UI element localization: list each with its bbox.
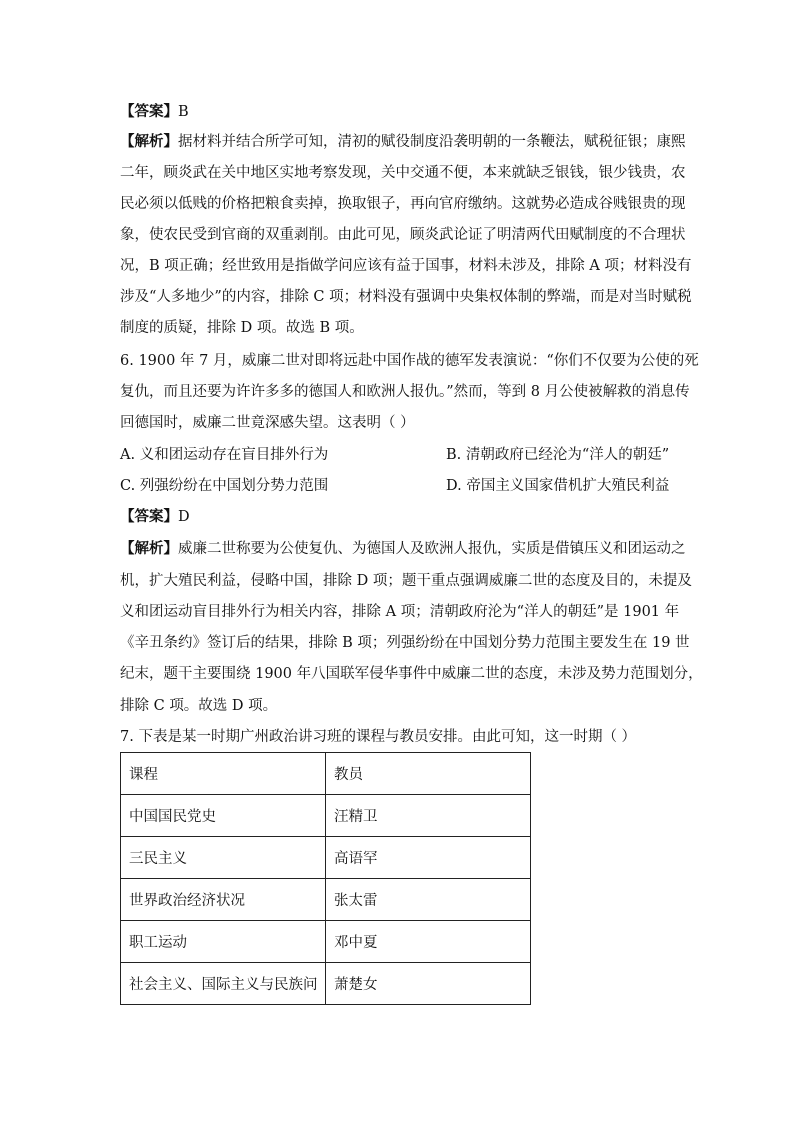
q6-option-c: C. 列强纷纷在中国划分势力范围 — [120, 478, 329, 494]
table-cell-teacher: 张太雷 — [326, 879, 531, 921]
table-cell-teacher: 汪精卫 — [326, 795, 531, 837]
q5-answer — [120, 102, 189, 122]
table-cell-course: 世界政治经济状况 — [121, 879, 326, 921]
table-cell-course: 三民主义 — [121, 837, 326, 879]
q6-option-a: A. 义和团运动存在盲目排外行为 — [120, 447, 329, 463]
course-teacher-table — [120, 752, 531, 1005]
table-row — [121, 837, 531, 879]
q5-analysis-line: 制度的质疑，排除 D 项。故选 B 项。 — [120, 320, 364, 336]
q6-analysis-line: 纪末，题干主要围绕 1900 年八国联军侵华事件中威廉二世的态度，未涉及势力范围划分， — [120, 666, 703, 682]
table-row — [121, 795, 531, 837]
table-cell-course: 中国国民党史 — [121, 795, 326, 837]
table-cell-course: 社会主义、国际主义与民族问 — [121, 963, 326, 1005]
q6-analysis-line: 机，扩大殖民利益，侵略中国，排除 D 项；题干重点强调威廉二世的态度及目的，未提及 — [120, 573, 692, 589]
q6-analysis-line: 义和团运动盲目排外行为相关内容，排除 A 项；清朝政府沦为“洋人的朝廷”是 1901 年 — [120, 604, 680, 620]
q5-analysis-line: 象，使农民受到官商的双重剥削。由此可见，顾炎武论证了明清两代田赋制度的不合理状 — [120, 227, 686, 243]
table-header-cell: 教员 — [326, 753, 531, 795]
table-header-row — [121, 753, 531, 795]
table-row — [121, 921, 531, 963]
q6-option-b: B. 清朝政府已经沦为“洋人的朝廷” — [446, 447, 670, 463]
q6-stem-line: 回德国时，威廉二世竟深感失望。这表明（ ） — [120, 415, 415, 431]
q6-option-d: D. 帝国主义国家借机扩大殖民利益 — [446, 478, 670, 494]
table-row — [121, 963, 531, 1005]
q5-analysis-line: 民必须以低贱的价格把粮食卖掉，换取银子，再向官府缴纳。这就势必造成谷贱银贵的现 — [120, 196, 686, 212]
q5-analysis-line: 二年，顾炎武在关中地区实地考察发现，关中交通不便，本来就缺乏银钱，银少钱贵，农 — [120, 165, 686, 181]
q5-analysis-line: 涉及“人多地少”的内容，排除 C 项；材料没有强调中央集权体制的弊端，而是对当时赋税 — [120, 289, 692, 305]
q6-stem-line: 6. 1900 年 7 月，威廉二世对即将远赴中国作战的德军发表演说：“你们不仅要为公使的死 — [120, 353, 699, 369]
q6-analysis-line: 排除 C 项。故选 D 项。 — [120, 698, 278, 714]
q6-analysis-line: 《辛丑条约》签订后的结果，排除 B 项；列强纷纷在中国划分势力范围主要发生在 19 世 — [120, 635, 690, 651]
q5-analysis-line: 况，B 项正确；经世致用是指做学问应该有益于国事，材料未涉及，排除 A 项；材料没有 — [120, 258, 692, 274]
answer-label: 【答案】 — [120, 508, 178, 525]
table-cell-teacher: 邓中夏 — [326, 921, 531, 963]
answer-value: B — [178, 104, 189, 120]
table-row — [121, 879, 531, 921]
answer-value: D — [178, 509, 190, 525]
analysis-text: 据材料并结合所学可知，清初的赋役制度沿袭明朝的一条鞭法，赋税征银；康熙 — [178, 134, 686, 150]
q7-stem: 7. 下表是某一时期广州政治讲习班的课程与教员安排。由此可知，这一时期（ ） — [120, 729, 637, 745]
table-header-cell: 课程 — [121, 753, 326, 795]
table-cell-teacher: 萧楚女 — [326, 963, 531, 1005]
table-cell-course: 职工运动 — [121, 921, 326, 963]
q5-analysis-line — [120, 132, 686, 152]
analysis-text: 威廉二世称要为公使复仇、为德国人及欧洲人报仇，实质是借镇压义和团运动之 — [178, 541, 686, 557]
q6-analysis-line — [120, 539, 686, 559]
q6-stem-line: 复仇，而且还要为许许多多的德国人和欧洲人报仇。”然而，等到 8 月公使被解救的消息传 — [120, 384, 690, 400]
answer-label: 【答案】 — [120, 103, 178, 120]
table-cell-teacher: 高语罕 — [326, 837, 531, 879]
q6-answer — [120, 507, 190, 527]
analysis-label: 【解析】 — [120, 540, 178, 557]
analysis-label: 【解析】 — [120, 133, 178, 150]
